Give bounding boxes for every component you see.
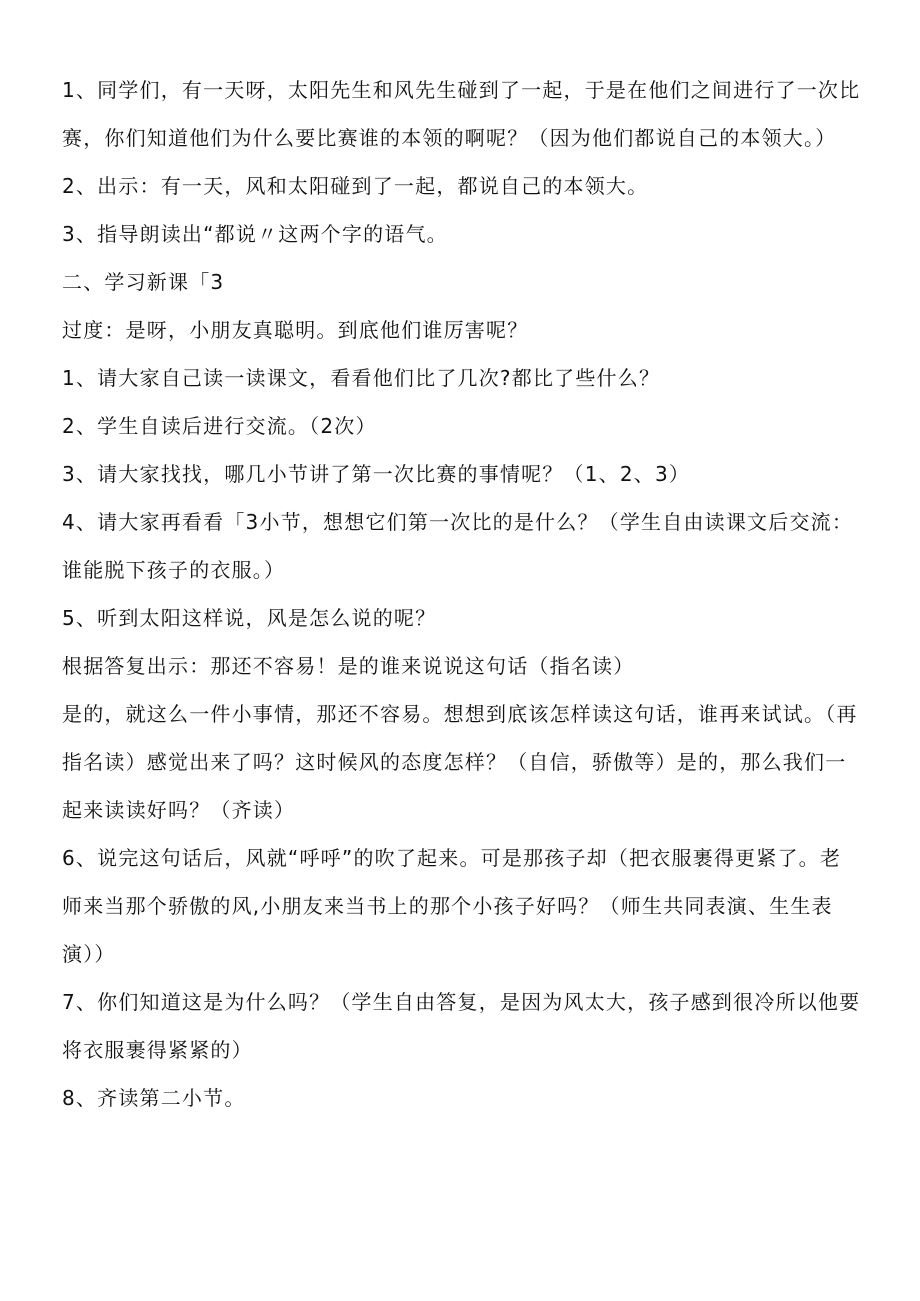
document-body <box>62 66 862 1122</box>
paragraph-transition: 过度：是呀，小朋友真聪明。到底他们谁厉害呢？ <box>62 318 529 342</box>
paragraph-12: 7、你们知道这是为什么吗？（学生自由答复，是因为风太大，孩子感到很冷所以他要将衣服裹得紧紧的） <box>62 990 861 1062</box>
paragraph-5: 2、学生自读后进行交流。（2次） <box>62 414 377 438</box>
paragraph-13: 8、齐读第二小节。 <box>62 1086 246 1110</box>
paragraph-8: 5、听到太阳这样说，风是怎么说的呢？ <box>62 606 437 630</box>
paragraph-1: 1、同学们，有一天呀，太阳先生和风先生碰到了一起，于是在他们之间进行了一次比赛，你们知道他们为什么要比赛谁的本领的啊呢？（因为他们都说自己的本领大。） <box>62 78 861 150</box>
paragraph-2: 2、出示：有一天，风和太阳碰到了一起，都说自己的本领大。 <box>62 174 649 198</box>
section-heading: 二、学习新课「3 <box>62 270 225 294</box>
paragraph-9: 根据答复出示：那还不容易！是的谁来说说这句话（指名读） <box>62 654 635 678</box>
paragraph-7: 4、请大家再看看「3小节，想想它们第一次比的是什么？（学生自由读课文后交流：谁能脱下孩子的衣服。） <box>62 510 854 582</box>
paragraph-11: 6、说完这句话后，风就“呼呼”的吹了起来。可是那孩子却（把衣服裹得更紧了。老师来当那个骄傲的风,小朋友来当书上的那个小孩子好吗？（师生共同表演、生生表演）） <box>62 846 842 966</box>
paragraph-3: 3、指导朗读出“都说〃这两个字的语气。 <box>62 222 448 246</box>
paragraph-10: 是的，就这么一件小事情，那还不容易。想想到底该怎样读这句话，谁再来试试。（再指名读）感觉出来了吗？这时候风的态度怎样？（自信，骄傲等）是的，那么我们一起来读读好吗？（齐读） <box>62 702 858 822</box>
paragraph-6: 3、请大家找找，哪几小节讲了第一次比赛的事情呢？（1、2、3） <box>62 462 691 486</box>
paragraph-4: 1、请大家自己读一读课文，看看他们比了几次?都比了些什么？ <box>62 366 661 390</box>
